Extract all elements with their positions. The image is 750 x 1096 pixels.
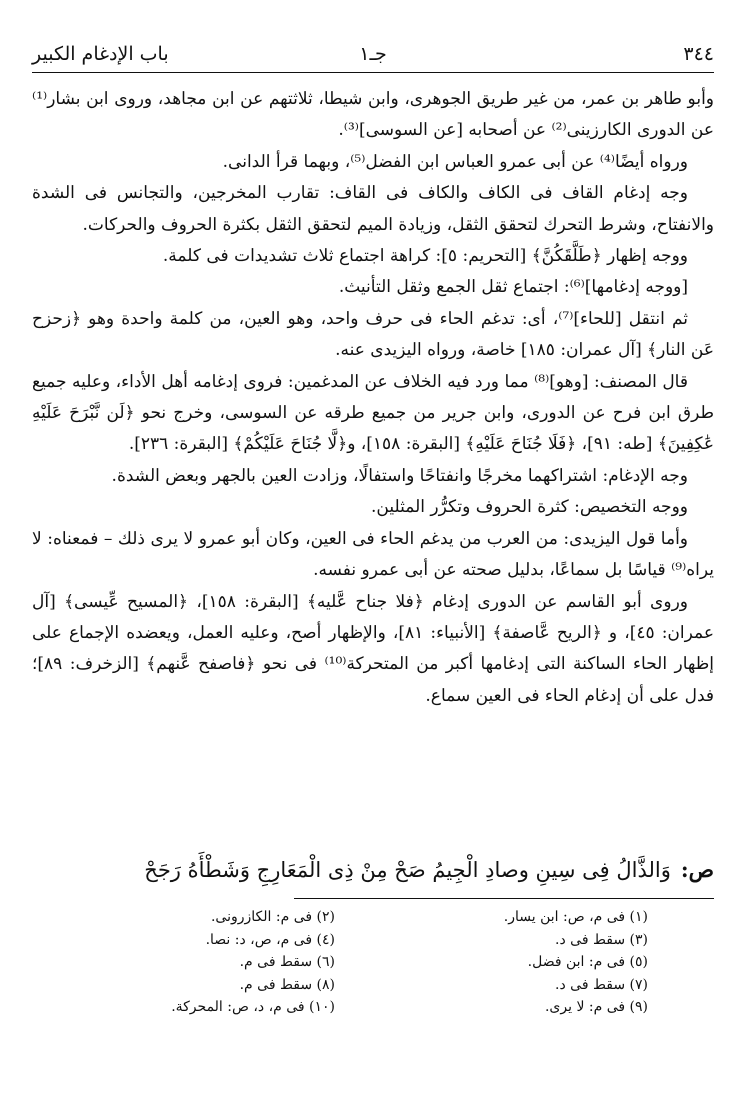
footnote: (٦) سقط فى م. xyxy=(239,954,335,971)
footnote: (٨) سقط فى م. xyxy=(239,976,335,993)
verse-marker: ص: xyxy=(680,857,714,882)
paragraph: وأما قول اليزيدى: من العرب من يدغم الحاء فى العين، وكان أبو عمرو لا يرى ذلك – فمعناه: لا يراه⁽⁹⁾ قياسًا بل سماعًا، بدليل صحته عن أبى عمرو نفسه. xyxy=(32,528,714,581)
footnote: (٣) سقط فى د. xyxy=(555,931,648,948)
paragraph: [ووجه إدغامها]⁽⁶⁾: اجتماع ثقل الجمع وثقل التأنيث. xyxy=(338,277,688,298)
footnote-rule xyxy=(294,898,714,899)
page-number: ٣٤٤ xyxy=(683,43,714,65)
footnote: (١) فى م، ص: ابن يسار. xyxy=(503,909,648,925)
paragraph: ثم انتقل [للحاء]⁽⁷⁾، أى: تدغم الحاء فى حرف واحد، وهو العين، من كلمة واحدة وهو ﴿زحزح عَن النار﴾ [آل عمران: ١٨٥] خاصة، ورواه اليزيدى عنه. xyxy=(32,308,714,361)
paragraph: وجه الإدغام: اشتراكهما مخرجًا وانفتاحًا واستفالًا، وزادت العين بالجهر وبعض الشدة. xyxy=(111,465,688,486)
footnote: (٥) فى م: ابن فضل. xyxy=(527,954,648,971)
volume-label: جـ١ xyxy=(359,43,387,65)
paragraph: ووجه التخصيص: كثرة الحروف وتكرُّر المثلين. xyxy=(371,497,688,518)
verse-text: وَالذَّالُ فِى سِينِ وصادِ الْجِيمُ صَحْ مِنْ ذِى الْمَعَارِجِ وَشَطْأَهُ رَجَحْ xyxy=(144,858,671,882)
running-header xyxy=(32,38,714,70)
header-rule xyxy=(32,72,714,73)
footnote: (٩) فى م: لا يرى. xyxy=(544,999,648,1016)
footnote: (٤) فى م، ص، د: نصا. xyxy=(205,931,335,948)
paragraph: وأبو طاهر بن عمر، من غير طريق الجوهرى، وابن شيطا، ثلاثتهم عن ابن مجاهد، وروى ابن بشار⁽¹⁾ عن الدورى الكارزينى⁽²⁾ عن أصحابه [عن السوسى]⁽³⁾. xyxy=(32,89,714,141)
main-text xyxy=(32,84,714,712)
paragraph: وجه إدغام القاف فى الكاف والكاف فى القاف: تقارب المخرجين، والتجانس فى الشدة والانفتاح، وشرط التحرك لتحقق الثقل، وزيادة الميم لتحقق الثقل بكثرة الحروف والحركات. xyxy=(32,183,714,235)
footnotes xyxy=(52,906,648,1019)
paragraph: ورواه أيضًا⁽⁴⁾ عن أبى عمرو العباس ابن الفضل⁽⁵⁾، وبهما قرأ الدانى. xyxy=(222,151,688,172)
footnote: (٢) فى م: الكازرونى. xyxy=(210,909,335,925)
paragraph: قال المصنف: [وهو]⁽⁸⁾ مما ورد فيه الخلاف عن المدغمين: فروى إدغامه أهل الأداء، وعليه جميع طرق ابن فرح عن الدورى، وابن جرير من جميع طرقه عن السوسى، وخرج نحو ﴿لَن نَّبْرَحَ عَلَيْهِ عَٰكِفِينَ﴾ [طه: ٩١]، ﴿فَلَا جُنَاحَ عَلَيْهِ﴾ [البقرة: ١٥٨]، و﴿لَّا جُنَاحَ عَلَيْكُمْ﴾ [البقرة: ٢٣٦]. xyxy=(32,371,714,455)
footnote: (١٠) فى م، د، ص: المحركة. xyxy=(171,999,335,1016)
footnote: (٧) سقط فى د. xyxy=(555,976,648,993)
paragraph: وروى أبو القاسم عن الدورى إدغام ﴿فلا جناح عَّليه﴾ [البقرة: ١٥٨]، ﴿المسيح عِّيسى﴾ [آل عمران: ٤٥]، و ﴿الريح عَّاصفة﴾ [الأنبياء: ٨١]، والإظهار أصح، وعليه العمل، ويعضده الإجماع على إظهار الحاء الساكنة التى إدغامها أكبر من المتحركة⁽¹⁰⁾ فى نحو ﴿فاصفح عَّنهم﴾ [الزخرف: ٨٩]؛ فدل على أن إدغام الحاء فى العين سماع. xyxy=(32,591,714,706)
chapter-title: باب الإدغام الكبير xyxy=(32,43,169,65)
poem-verse xyxy=(32,852,714,888)
paragraph: ووجه إظهار ﴿طَلَّقَكُنَّ﴾ [التحريم: ٥]: كراهة اجتماع ثلاث تشديدات فى كلمة. xyxy=(162,246,688,267)
